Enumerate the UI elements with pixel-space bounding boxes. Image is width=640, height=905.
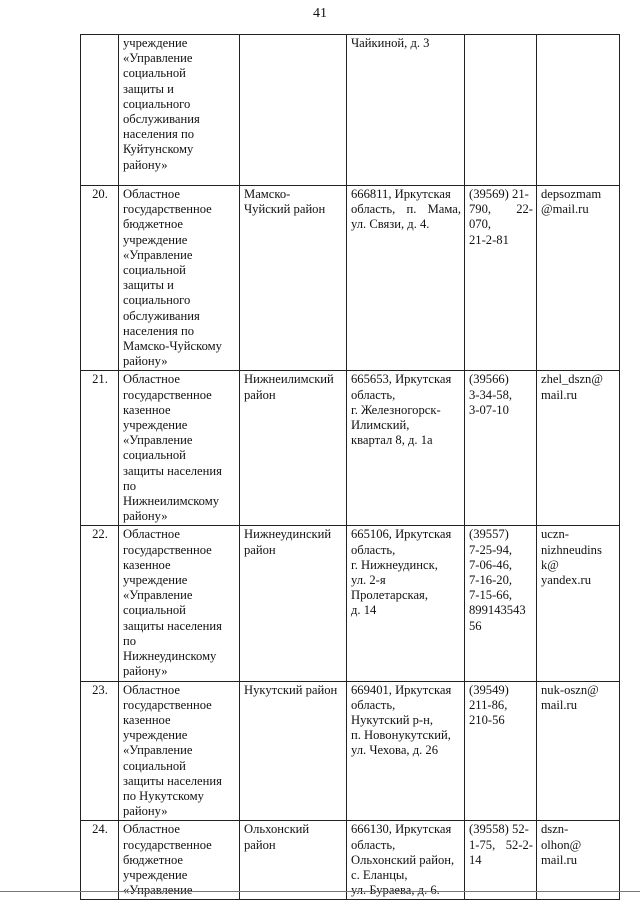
cell-line: социального (123, 293, 191, 308)
cell-line: району» (123, 354, 168, 369)
cell-line: учреждение (123, 418, 188, 433)
cell-line: (39569) 21- (469, 187, 529, 201)
cell-line: социальной (123, 263, 186, 278)
cell-line: 665106, Иркутская (351, 527, 452, 542)
email-cell (537, 186, 620, 371)
cell-line: району» (123, 664, 168, 679)
cell-line: Чуйский район (244, 202, 326, 217)
cell-line: ул. Связи, д. 4. (351, 217, 430, 232)
cell-line: 7-06-46, (469, 557, 513, 572)
phone-cell (465, 35, 537, 186)
email-cell (537, 821, 620, 900)
table-row (81, 821, 620, 900)
cell-line: по (123, 478, 137, 493)
cell-line: 7-25-94, (469, 542, 513, 557)
phone-cell (465, 681, 537, 821)
cell-line: 666811, Иркутская (351, 187, 451, 201)
cell-line: населения по (123, 323, 194, 338)
cell-line: mail.ru (541, 852, 578, 867)
cell-line: mail.ru (541, 387, 578, 402)
cell-line: Областное (123, 822, 180, 837)
cell-line: с. Еланцы, (351, 867, 408, 882)
cell-line: (39557) (469, 527, 509, 542)
cell-line: г. Нижнеудинск, (351, 557, 438, 572)
page-number: 41 (313, 6, 327, 21)
cell-line: государственное (123, 542, 212, 557)
cell-line: казенное (123, 402, 171, 417)
cell-line: область, (351, 697, 396, 712)
address-cell (347, 821, 465, 900)
cell-line: защиты и (123, 278, 174, 293)
cell-word: 22- (516, 202, 533, 217)
table-row (81, 186, 620, 371)
cell-line: «Управление (123, 588, 193, 603)
cell-line: 7-16-20, (469, 573, 513, 588)
organization-cell (119, 371, 240, 526)
table-row (81, 681, 620, 821)
cell-line: защиты населения (123, 463, 222, 478)
district-cell (240, 186, 347, 371)
cell-line: государственное (123, 697, 212, 712)
cell-line: область, (351, 542, 396, 557)
cell-line: область, (351, 387, 396, 402)
district-cell (240, 526, 347, 681)
cell-line: (39549) (469, 682, 509, 697)
cell-line: dszn- (541, 822, 569, 837)
cell-line: 210-56 (469, 712, 505, 727)
cell-word: п. (406, 202, 417, 217)
cell-line: району» (123, 509, 168, 524)
district-cell (240, 371, 347, 526)
cell-line: 669401, Иркутская (351, 682, 452, 697)
email-cell (537, 681, 620, 821)
cell-line: 21-2-81 (469, 232, 509, 247)
cell-line: Областное (123, 682, 180, 697)
table-row (81, 35, 620, 186)
cell-line: «Управление (123, 247, 193, 262)
phone-cell (465, 186, 537, 371)
cell-line: Чайкиной, д. 3 (351, 36, 430, 50)
phone-cell (465, 821, 537, 900)
cell-line (469, 838, 533, 853)
cell-line: (39558) 52- (469, 822, 529, 837)
cell-line: социальной (123, 758, 186, 773)
cell-line: «Управление (123, 51, 193, 66)
cell-word: Мама, (427, 202, 461, 217)
organization-cell (119, 821, 240, 900)
cell-line: Областное (123, 527, 180, 542)
cell-line: д. 14 (351, 603, 377, 618)
cell-line: квартал 8, д. 1а (351, 433, 433, 448)
cell-line: nizhneudins (541, 542, 602, 557)
cell-line: Областное (123, 187, 180, 201)
cell-line: населения по (123, 127, 194, 142)
district-cell (240, 35, 347, 186)
cell-line: социальной (123, 66, 186, 81)
cell-line: «Управление (123, 743, 193, 758)
cell-line: yandex.ru (541, 573, 592, 588)
cell-line: 666130, Иркутская (351, 822, 452, 837)
district-cell (240, 681, 347, 821)
cell-line: социального (123, 96, 191, 111)
email-cell (537, 526, 620, 681)
cell-line: учреждение (123, 867, 188, 882)
cell-line: depsozmam (541, 187, 602, 201)
cell-line: uczn- (541, 527, 569, 542)
cell-word: 790, (469, 202, 492, 217)
cell-line: Нижнеилимский (244, 372, 334, 387)
cell-line: учреждение (123, 232, 188, 247)
cell-line: mail.ru (541, 697, 578, 712)
cell-line: Областное (123, 372, 180, 387)
cell-line: учреждение (123, 728, 188, 743)
cell-line: казенное (123, 557, 171, 572)
row-number-cell: 21. (81, 371, 119, 526)
cell-line: району» (123, 804, 168, 819)
email-cell (537, 371, 620, 526)
cell-line: Нижнеилимскому (123, 494, 219, 509)
organization-cell (119, 35, 240, 186)
cell-line: по Нукутскому (123, 788, 204, 803)
cell-line: @mail.ru (541, 202, 589, 217)
cell-line: бюджетное (123, 217, 183, 232)
cell-line: район (244, 542, 276, 557)
cell-line: «Управление (123, 433, 193, 448)
organization-cell (119, 186, 240, 371)
district-cell (240, 821, 347, 900)
cell-line: область, (351, 837, 396, 852)
phone-cell (465, 371, 537, 526)
cell-line: nuk-oszn@ (541, 682, 599, 697)
cell-line: казенное (123, 712, 171, 727)
address-cell (347, 526, 465, 681)
cell-line: защиты населения (123, 618, 222, 633)
cell-line: обслуживания (123, 308, 200, 323)
address-cell (347, 186, 465, 371)
cell-line: ул. Чехова, д. 26 (351, 743, 439, 758)
cell-word: область, (351, 202, 396, 217)
cell-line: 3-34-58, (469, 387, 513, 402)
cell-line: Нижнеудинский (244, 527, 332, 542)
cell-line (469, 202, 533, 217)
cell-line: Ольхонский (244, 822, 310, 837)
cell-line: обслуживания (123, 112, 200, 127)
address-cell (347, 681, 465, 821)
cell-line: zhel_dszn@ (541, 372, 603, 387)
cell-line: государственное (123, 837, 212, 852)
cell-line: Пролетарская, (351, 588, 428, 603)
row-number-cell: 24. (81, 821, 119, 900)
cell-word: 1-75, (469, 837, 496, 852)
cell-line: ул. 2-я (351, 573, 386, 588)
row-number-cell: 23. (81, 681, 119, 821)
cell-line: социальной (123, 448, 186, 463)
cell-line: 899143543 (469, 603, 526, 618)
table-row (81, 526, 620, 681)
organization-cell (119, 681, 240, 821)
cell-line: Мамско- (244, 187, 291, 201)
cell-line: 14 (469, 852, 482, 867)
row-number-cell: 20. (81, 186, 119, 371)
institutions-table (80, 34, 620, 900)
cell-line: району» (123, 157, 168, 172)
cell-line: Мамско-Чуйскому (123, 339, 222, 354)
cell-line: район (244, 837, 276, 852)
email-cell (537, 35, 620, 186)
cell-line: Куйтунскому (123, 142, 194, 157)
row-number-cell: 22. (81, 526, 119, 681)
cell-line: п. Новонукутский, (351, 728, 451, 743)
phone-cell (465, 526, 537, 681)
cell-line: Нукутский район (244, 682, 338, 697)
cell-line: Илимский, (351, 418, 410, 433)
cell-line: г. Железногорск- (351, 402, 441, 417)
cell-word: 52-2- (505, 837, 533, 852)
cell-line: учреждение (123, 36, 188, 50)
cell-line: 56 (469, 618, 482, 633)
cell-line: Нижнеудинскому (123, 649, 217, 664)
address-cell (347, 35, 465, 186)
cell-line: olhon@ (541, 837, 582, 852)
cell-line: 3-07-10 (469, 402, 509, 417)
cell-line: по (123, 633, 137, 648)
cell-line: ул. Бураева, д. 6. (351, 883, 440, 898)
row-number-cell (81, 35, 119, 186)
cell-line: учреждение (123, 573, 188, 588)
cell-line: 211-86, (469, 697, 508, 712)
cell-line (351, 202, 461, 217)
cell-line: государственное (123, 387, 212, 402)
cell-line: «Управление (123, 883, 193, 898)
address-cell (347, 371, 465, 526)
cell-line: район (244, 387, 276, 402)
cell-line: Нукутский р-н, (351, 712, 434, 727)
organization-cell (119, 526, 240, 681)
cell-line: социальной (123, 603, 186, 618)
cell-line: k@ (541, 557, 559, 572)
table-row (81, 371, 620, 526)
cell-line: защиты населения (123, 773, 222, 788)
cell-line: (39566) (469, 372, 509, 387)
cell-line: защиты и (123, 81, 174, 96)
cell-line: Ольхонский район, (351, 852, 455, 867)
cell-line: 7-15-66, (469, 588, 513, 603)
cell-line: государственное (123, 202, 212, 217)
cell-line: 070, (469, 217, 492, 232)
page-bottom-rule (0, 891, 640, 892)
cell-line: 665653, Иркутская (351, 372, 452, 387)
cell-line: бюджетное (123, 852, 183, 867)
